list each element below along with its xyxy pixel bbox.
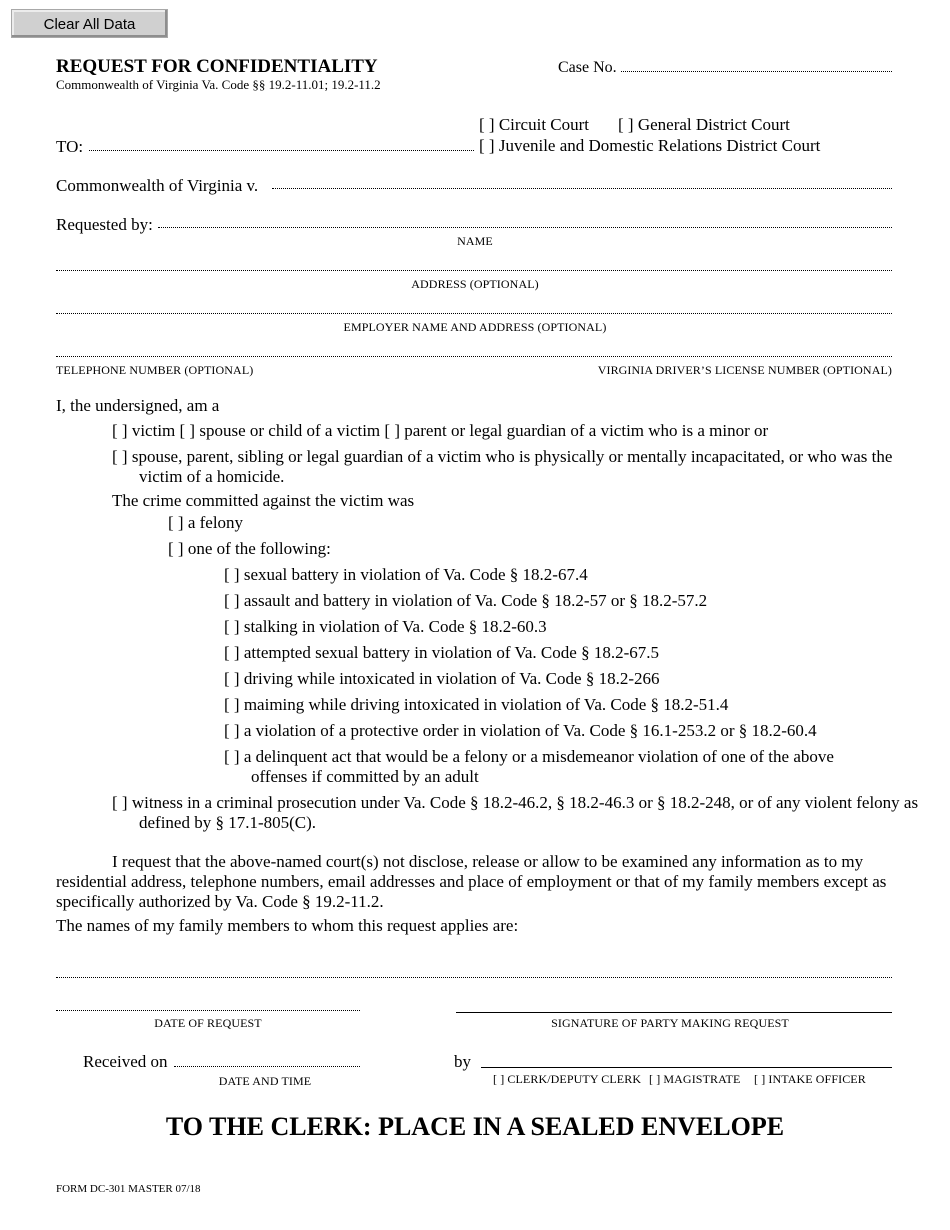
crime-intro: The crime committed against the victim was	[112, 491, 415, 510]
offense-attempted-sexual-battery[interactable]: [ ] attempted sexual battery in violation of Va. Code § 18.2-67.5	[224, 643, 659, 662]
role-victim-options[interactable]: [ ] victim [ ] spouse or child of a victim [ ] parent or legal guardian of a victim who is a minor or	[112, 421, 769, 440]
offense-sexual-battery[interactable]: [ ] sexual battery in violation of Va. Code § 18.2-67.4	[224, 565, 588, 584]
juvenile-court-checkbox[interactable]: [ ] Juvenile and Domestic Relations District Court	[479, 136, 821, 155]
telephone-caption: TELEPHONE NUMBER (OPTIONAL)	[56, 363, 254, 377]
offense-assault-battery[interactable]: [ ] assault and battery in violation of Va. Code § 18.2-57 or § 18.2-57.2	[224, 591, 708, 610]
clear-all-data-button[interactable]: Clear All Data	[11, 9, 168, 38]
form-title: REQUEST FOR CONFIDENTIALITY	[56, 56, 378, 77]
commonwealth-label: Commonwealth of Virginia v.	[56, 176, 259, 195]
witness-checkbox[interactable]: [ ] witness in a criminal prosecution under Va. Code § 18.2-46.2, § 18.2-46.3 or § 18.2-248, or of any violent felony as defined by § 17.1-805(C).	[112, 793, 919, 832]
offense-delinquent-act[interactable]: [ ] a delinquent act that would be a felony or a misdemeanor violation of one of the above offenses if committed by an adult	[224, 747, 834, 786]
circuit-court-checkbox[interactable]: [ ] Circuit Court	[479, 115, 590, 134]
to-label: TO:	[56, 137, 84, 156]
offense-maiming-dwi[interactable]: [ ] maiming while driving intoxicated in violation of Va. Code § 18.2-51.4	[224, 695, 729, 714]
clerk-checkbox[interactable]: [ ] CLERK/DEPUTY CLERK	[493, 1072, 642, 1086]
to-field[interactable]	[89, 150, 474, 151]
role-incapacitated-option[interactable]: [ ] spouse, parent, sibling or legal guardian of a victim who is physically or mentally incapacitated, or who was the victim of a homicide.	[112, 447, 893, 486]
address-field[interactable]	[56, 270, 892, 271]
one-of-following-checkbox[interactable]: [ ] one of the following:	[168, 539, 331, 558]
date-of-request-caption: DATE OF REQUEST	[154, 1016, 262, 1030]
signature-caption: SIGNATURE OF PARTY MAKING REQUEST	[551, 1016, 789, 1030]
case-no-label: Case No.	[558, 59, 617, 76]
received-by-field[interactable]	[481, 1067, 892, 1068]
requested-by-label: Requested by:	[56, 215, 153, 234]
offense-dwi[interactable]: [ ] driving while intoxicated in violation of Va. Code § 18.2-266	[224, 669, 660, 688]
address-caption: ADDRESS (OPTIONAL)	[411, 277, 539, 291]
license-caption: VIRGINIA DRIVER’S LICENSE NUMBER (OPTIONAL)	[597, 363, 892, 377]
date-time-caption: DATE AND TIME	[218, 1074, 312, 1088]
name-field[interactable]	[158, 227, 892, 228]
undersigned-label: I, the undersigned, am a	[56, 396, 220, 415]
received-date-field[interactable]	[174, 1066, 360, 1067]
family-members-label: The names of my family members to whom this request applies are:	[56, 916, 519, 935]
magistrate-checkbox[interactable]: [ ] MAGISTRATE	[649, 1072, 741, 1086]
intake-officer-checkbox[interactable]: [ ] INTAKE OFFICER	[754, 1072, 866, 1086]
name-caption: NAME	[457, 234, 493, 248]
general-district-court-checkbox[interactable]: [ ] General District Court	[618, 115, 790, 134]
employer-field[interactable]	[56, 313, 892, 314]
family-members-field[interactable]	[56, 977, 892, 978]
phone-license-field[interactable]	[56, 356, 892, 357]
signature-field[interactable]	[456, 1012, 892, 1013]
employer-caption: EMPLOYER NAME AND ADDRESS (OPTIONAL)	[343, 320, 607, 334]
form-subtitle: Commonwealth of Virginia Va. Code §§ 19.2-11.01; 19.2-11.2	[56, 77, 381, 92]
clerk-notice: TO THE CLERK: PLACE IN A SEALED ENVELOPE	[165, 1112, 785, 1141]
form-id: FORM DC-301 MASTER 07/18	[56, 1183, 201, 1195]
defendant-field[interactable]	[272, 188, 892, 189]
felony-checkbox[interactable]: [ ] a felony	[168, 513, 244, 532]
offense-stalking[interactable]: [ ] stalking in violation of Va. Code § 18.2-60.3	[224, 617, 547, 636]
received-on-label: Received on	[83, 1052, 168, 1071]
request-paragraph: I request that the above-named court(s) not disclose, release or allow to be examined any information as to my residential address, telephone numbers, email addresses and place of employment or that of my family members except as specifically authorized by Va. Code § 19.2-11.2.	[56, 852, 887, 911]
offense-protective-order[interactable]: [ ] a violation of a protective order in violation of Va. Code § 16.1-253.2 or § 18.2-60.4	[224, 721, 817, 740]
by-label: by	[454, 1052, 471, 1071]
date-of-request-field[interactable]	[56, 1010, 360, 1011]
case-no-field[interactable]	[621, 71, 892, 72]
